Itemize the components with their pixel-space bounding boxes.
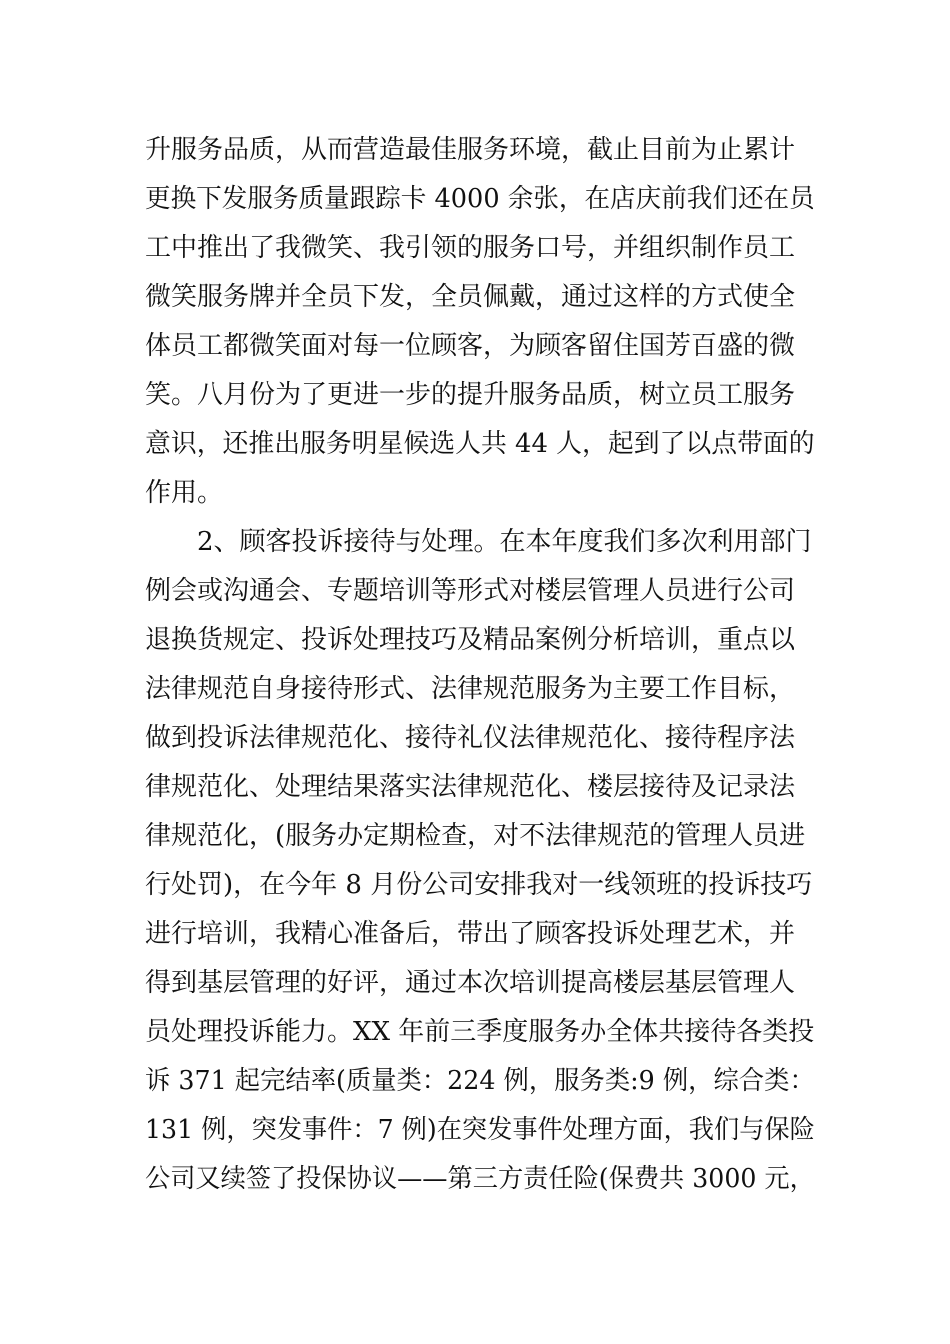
text-line: 员处理投诉能力。XX 年前三季度服务办全体共接待各类投: [145, 1017, 815, 1047]
text-line: 体员工都微笑面对每一位顾客，为顾客留住国芳百盛的微: [145, 331, 796, 361]
text-line: 律规范化、处理结果落实法律规范化、楼层接待及记录法: [145, 772, 796, 802]
text-line: 微笑服务牌并全员下发，全员佩戴，通过这样的方式使全: [145, 282, 796, 312]
text-line: 律规范化，(服务办定期检查，对不法律规范的管理人员进: [145, 821, 806, 851]
text-line: 行处罚)，在今年 8 月份公司安排我对一线领班的投诉技巧: [145, 870, 813, 900]
text-line: 得到基层管理的好评，通过本次培训提高楼层基层管理人: [145, 968, 796, 998]
text-line: 作用。: [145, 478, 224, 508]
text-line: 例会或沟通会、专题培训等形式对楼层管理人员进行公司: [145, 576, 796, 606]
text-line: 工中推出了我微笑、我引领的服务口号，并组织制作员工: [145, 233, 796, 263]
text-line: 退换货规定、投诉处理技巧及精品案例分析培训，重点以: [145, 625, 796, 655]
text-line: 意识，还推出服务明星候选人共 44 人，起到了以点带面的: [145, 429, 815, 459]
text-line: 升服务品质，从而营造最佳服务环境，截止目前为止累计: [145, 135, 796, 165]
text-line: 更换下发服务质量跟踪卡 4000 余张，在店庆前我们还在员: [145, 184, 815, 214]
text-line: 进行培训，我精心准备后，带出了顾客投诉处理艺术，并: [145, 919, 796, 949]
text-line: 2、顾客投诉接待与处理。在本年度我们多次利用部门: [145, 527, 812, 557]
text-line: 131 例，突发事件：7 例)在突发事件处理方面，我们与保险: [145, 1115, 815, 1145]
text-line: 笑。八月份为了更进一步的提升服务品质，树立员工服务: [145, 380, 796, 410]
text-line: 诉 371 起完结率(质量类：224 例，服务类:9 例，综合类：: [145, 1066, 815, 1096]
text-line: 法律规范自身接待形式、法律规范服务为主要工作目标，: [145, 674, 796, 704]
text-line: 做到投诉法律规范化、接待礼仪法律规范化、接待程序法: [145, 723, 796, 753]
text-line: 公司又续签了投保协议——第三方责任险(保费共 3000 元，: [145, 1164, 815, 1194]
